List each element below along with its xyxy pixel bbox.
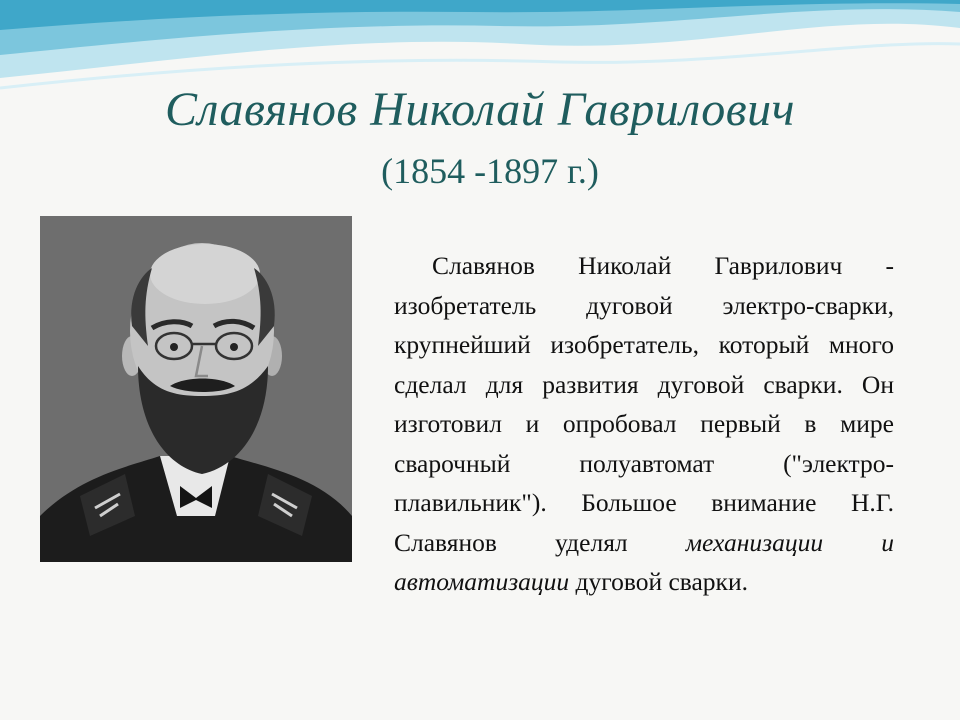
- slide-title: Славянов Николай Гаврилович: [165, 83, 795, 136]
- bio-text-main: Славянов Николай Гаврилович - изобретатель дуговой электро-сварки, крупнейший изобретатель, который много сделал для развития дуговой сварки. Он изготовил и опробовал первый в мире сварочный полуавтомат ("электро-плавильник"). Большое внимание Н.Г. Славянов уделял: [394, 251, 894, 557]
- portrait-photo: [40, 216, 352, 562]
- bio-text-end: дуговой сварки.: [569, 567, 748, 596]
- slide-years: (1854 -1897 г.): [381, 151, 599, 191]
- biography-text: [394, 246, 894, 602]
- bio-text-emphasis: механизации и автоматизации: [394, 527, 894, 596]
